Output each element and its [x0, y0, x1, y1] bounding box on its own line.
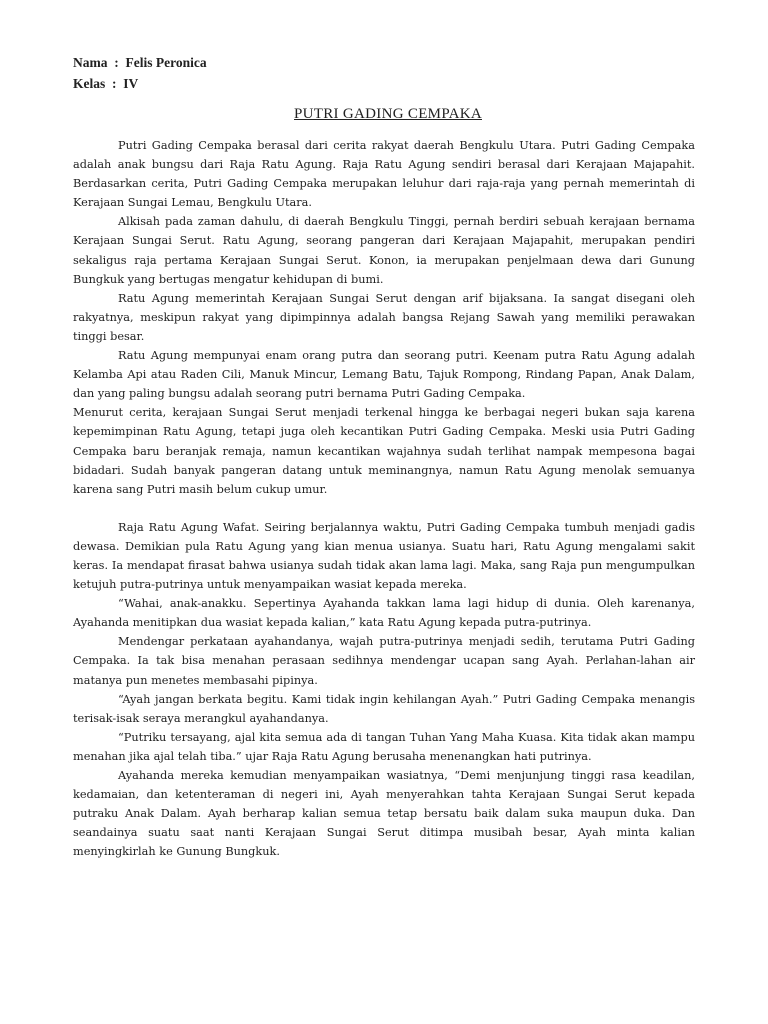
- story-title: PUTRI GADING CEMPAKA: [294, 106, 482, 122]
- nama-value: Felis Peronica: [125, 55, 207, 70]
- kelas-value: IV: [123, 76, 139, 91]
- paragraph: Ratu Agung memerintah Kerajaan Sungai Serut dengan arif bijaksana. Ia sangat disegani oleh rakyatnya, meskipun rakyat yang dipimpinnya adalah bangsa Rejang Sawah yang memiliki perawakan tinggi besar.: [73, 291, 695, 343]
- paragraph: “Wahai, anak-anakku. Sepertinya Ayahanda takkan lama lagi hidup di dunia. Oleh karenanya, Ayahanda menitipkan dua wasiat kepada kalian,” kata Ratu Agung kepada putra-putrinya.: [73, 597, 695, 630]
- paragraph: Putri Gading Cempaka berasal dari cerita rakyat daerah Bengkulu Utara. Putri Gading Cempaka adalah anak bungsu dari Raja Ratu Agung. Raja Ratu Agung sendiri berasal dari Kerajaan Majapahit. Berdasarkan cerita, Putri Gading Cempaka merupakan leluhur dari raja-raja yang pernah memerintah di Kerajaan Sungai Lemau, Bengkulu Utara.: [73, 139, 695, 210]
- paragraph: “Putriku tersayang, ajal kita semua ada di tangan Tuhan Yang Maha Kuasa. Kita tidak akan mampu menahan jika ajal telah tiba.” ujar Raja Ratu Agung berusaha menenangkan hati putrinya.: [73, 730, 695, 763]
- kelas-label: Kelas: [73, 76, 106, 91]
- story-body: [73, 136, 695, 861]
- paragraph: Ayahanda mereka kemudian menyampaikan wasiatnya, “Demi menjunjung tinggi rasa keadilan, kedamaian, dan ketenteraman di negeri ini, Ayah menyerahkan tahta Kerajaan Sungai Serut kepada putraku Anak Dalam. Ayah berharap kalian semua tetap bersatu baik dalam suka maupun duka. Dan seandainya suatu saat nanti Kerajaan Sungai Serut ditimpa musibah besar, Ayah minta kalian menyingkirlah ke Gunung Bungkuk.: [73, 769, 695, 859]
- paragraph: Mendengar perkataan ayahandanya, wajah putra-putrinya menjadi sedih, terutama Putri Gading Cempaka. Ia tak bisa menahan perasaan sedihnya mendengar ucapan sang Ayah. Perlahan-lahan air matanya pun menetes membasahi pipinya.: [73, 635, 695, 687]
- nama-row: Nama : Felis Peronica: [73, 55, 207, 70]
- paragraph: Menurut cerita, kerajaan Sungai Serut menjadi terkenal hingga ke berbagai negeri bukan saja karena kepemimpinan Ratu Agung, tetapi juga oleh kecantikan Putri Gading Cempaka. Meski usia Putri Gading Cempaka baru beranjak remaja, namun kecantikan wajahnya sudah terlihat nampak mempesona bagai bidadari. Sudah banyak pangeran datang untuk meminangnya, namun Ratu Agung menolak semuanya karena sang Putri masih belum cukup umur.: [73, 406, 695, 496]
- kelas-row: Kelas : IV: [73, 76, 139, 91]
- paragraph: Alkisah pada zaman dahulu, di daerah Bengkulu Tinggi, pernah berdiri sebuah kerajaan bernama Kerajaan Sungai Serut. Ratu Agung, seorang pangeran dari Kerajaan Majapahit, merupakan pendiri sekaligus raja pertama Kerajaan Sungai Serut. Konon, ia merupakan penjelmaan dewa dari Gunung Bungkuk yang bertugas mengatur kehidupan di bumi.: [73, 215, 695, 286]
- paragraph: “Ayah jangan berkata begitu. Kami tidak ingin kehilangan Ayah.” Putri Gading Cempaka menangis terisak-isak seraya merangkul ayahandanya.: [73, 692, 695, 725]
- paragraph-gap: [73, 499, 695, 518]
- paragraph: Raja Ratu Agung Wafat. Seiring berjalannya waktu, Putri Gading Cempaka tumbuh menjadi gadis dewasa. Demikian pula Ratu Agung yang kian menua usianya. Suatu hari, Ratu Agung mengalami sakit keras. Ia mendapat firasat bahwa usianya sudah tidak akan lama lagi. Maka, sang Raja pun mengumpulkan ketujuh putra-putrinya untuk menyampaikan wasiat kepada mereka.: [73, 520, 695, 592]
- nama-label: Nama: [73, 55, 108, 70]
- paragraph: Ratu Agung mempunyai enam orang putra dan seorang putri. Keenam putra Ratu Agung adalah Kelamba Api atau Raden Cili, Manuk Mincur, Lemang Batu, Tajuk Rompong, Rindang Papan, Anak Dalam, dan yang paling bungsu adalah seorang putri bernama Putri Gading Cempaka.: [73, 349, 695, 401]
